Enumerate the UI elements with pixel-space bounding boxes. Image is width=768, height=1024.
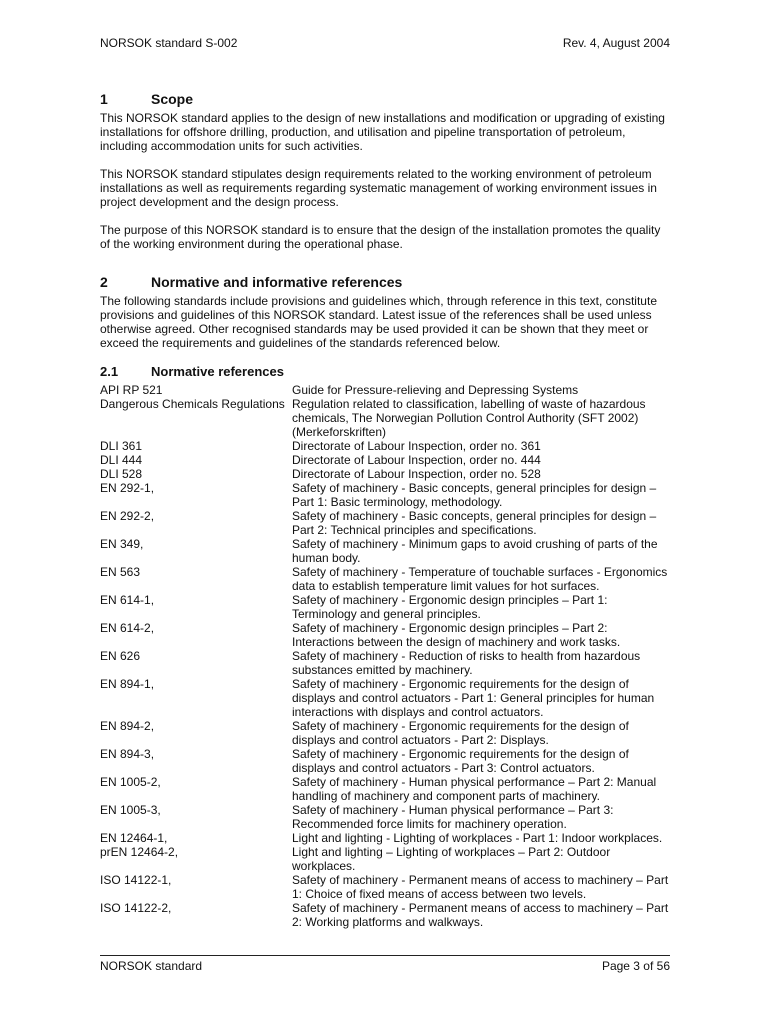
section-2-heading: [100, 275, 670, 293]
reference-row: [100, 439, 670, 453]
reference-code: EN 894-2,: [100, 719, 155, 733]
reference-description: Safety of machinery - Basic concepts, general principles for design – Part 2: Technical principles and specifications.: [292, 509, 657, 537]
reference-description: Safety of machinery - Basic concepts, general principles for design – Part 1: Basic terminology, methodology.: [292, 481, 657, 509]
reference-row: [100, 803, 670, 831]
reference-row: [100, 719, 670, 747]
reference-description: Directorate of Labour Inspection, order no. 528: [292, 467, 541, 481]
page-header: [100, 36, 670, 52]
reference-description: Safety of machinery - Ergonomic requirements for the design of displays and control actuators - Part 2: Displays.: [292, 719, 629, 747]
scope-paragraph-1: This NORSOK standard applies to the design of new installations and modification or upgrading of existing installations for offshore drilling, production, and utilisation and pipeline transportation of petroleum, including accommodation units for such activities.: [100, 111, 665, 153]
reference-code: EN 894-3,: [100, 747, 155, 761]
reference-description: Regulation related to classification, labelling of waste of hazardous chemicals, The Norwegian Pollution Control Authority (SFT 2002) (Merkeforskriften): [292, 397, 646, 439]
footer-divider: [100, 955, 670, 956]
reference-row: [100, 397, 670, 439]
reference-code: ISO 14122-1,: [100, 873, 172, 887]
section-1-number: 1: [100, 91, 108, 107]
reference-row: [100, 747, 670, 775]
section-2-1-heading: [100, 365, 670, 381]
references-intro-paragraph: The following standards include provisions and guidelines which, through reference in this text, constitute provisions and guidelines of this NORSOK standard. Latest issue of the references shall be used unless otherwise agreed. Other recognised standards may be used provided it can be shown that they meet or exceed the requirements and guidelines of the standards referenced below.: [100, 294, 657, 350]
page-footer: [100, 959, 670, 975]
scope-paragraph-3: The purpose of this NORSOK standard is to ensure that the design of the installation promotes the quality of the working environment during the operational phase.: [100, 223, 661, 251]
reference-description: Safety of machinery - Permanent means of access to machinery – Part 2: Working platforms and walkways.: [292, 901, 669, 929]
reference-description: Safety of machinery - Ergonomic design principles – Part 1: Terminology and general principles.: [292, 593, 608, 621]
reference-description: Safety of machinery - Ergonomic requirements for the design of displays and control actuators - Part 1: General principles for human interactions with displays and control actuators.: [292, 677, 655, 719]
reference-code: EN 1005-3,: [100, 803, 161, 817]
header-document-title: NORSOK standard S-002: [100, 36, 238, 50]
section-1-paragraph: [100, 167, 670, 209]
reference-row: [100, 565, 670, 593]
scope-paragraph-2: This NORSOK standard stipulates design requirements related to the working environment of petroleum installations as well as requirements regarding systematic management of working environment issues in project development and the design process.: [100, 167, 657, 209]
reference-code: EN 1005-2,: [100, 775, 161, 789]
section-1-title: Scope: [151, 91, 194, 107]
reference-row: [100, 873, 670, 901]
footer-document-name: NORSOK standard: [100, 959, 203, 973]
reference-description: Safety of machinery - Permanent means of access to machinery – Part 1: Choice of fixed means of access between two levels.: [292, 873, 669, 901]
section-1-paragraph: [100, 111, 670, 153]
reference-description: Guide for Pressure-relieving and Depressing Systems: [292, 383, 579, 397]
reference-code: API RP 521: [100, 383, 163, 397]
reference-row: [100, 537, 670, 565]
reference-description: Light and lighting – Lighting of workplaces – Part 2: Outdoor workplaces.: [292, 845, 611, 873]
section-2-number: 2: [100, 274, 108, 290]
section-2-title: Normative and informative references: [151, 274, 403, 290]
reference-row: [100, 621, 670, 649]
reference-code: DLI 528: [100, 467, 143, 481]
reference-description: Safety of machinery - Minimum gaps to avoid crushing of parts of the human body.: [292, 537, 658, 565]
reference-code: EN 614-2,: [100, 621, 155, 635]
reference-row: [100, 901, 670, 929]
reference-row: [100, 649, 670, 677]
reference-row: [100, 509, 670, 537]
section-1-heading: [100, 92, 670, 110]
reference-code: DLI 444: [100, 453, 143, 467]
reference-description: Safety of machinery - Temperature of touchable surfaces - Ergonomics data to establish temperature limit values for hot surfaces.: [292, 565, 668, 593]
reference-code: EN 349,: [100, 537, 144, 551]
reference-description: Safety of machinery - Human physical performance – Part 2: Manual handling of machinery and component parts of machinery.: [292, 775, 657, 803]
reference-row: [100, 467, 670, 481]
reference-row: [100, 593, 670, 621]
reference-code: EN 563: [100, 565, 141, 579]
normative-references-list: [100, 383, 670, 929]
reference-description: Light and lighting - Lighting of workplaces - Part 1: Indoor workplaces.: [292, 831, 663, 845]
reference-code: prEN 12464-2,: [100, 845, 179, 859]
reference-code: EN 614-1,: [100, 593, 155, 607]
reference-code: EN 626: [100, 649, 141, 663]
reference-code: EN 292-2,: [100, 509, 155, 523]
reference-description: Safety of machinery - Reduction of risks to health from hazardous substances emitted by machinery.: [292, 649, 641, 677]
reference-row: [100, 453, 670, 467]
reference-description: Safety of machinery - Ergonomic design principles – Part 2: Interactions between the design of machinery and work tasks.: [292, 621, 621, 649]
footer-page-number: Page 3 of 56: [601, 959, 670, 973]
reference-code: EN 292-1,: [100, 481, 155, 495]
reference-row: [100, 845, 670, 873]
reference-row: [100, 775, 670, 803]
reference-description: Safety of machinery - Ergonomic requirements for the design of displays and control actuators - Part 3: Control actuators.: [292, 747, 629, 775]
section-1-paragraph: [100, 223, 670, 251]
reference-row: [100, 677, 670, 719]
reference-description: Directorate of Labour Inspection, order no. 361: [292, 439, 541, 453]
section-2-1-title: Normative references: [151, 364, 284, 379]
reference-code: ISO 14122-2,: [100, 901, 172, 915]
reference-code: DLI 361: [100, 439, 143, 453]
header-revision: Rev. 4, August 2004: [562, 36, 670, 50]
reference-description: Directorate of Labour Inspection, order no. 444: [292, 453, 541, 467]
reference-row: [100, 383, 670, 397]
section-2-paragraph: [100, 294, 670, 350]
reference-row: [100, 831, 670, 845]
reference-description: Safety of machinery - Human physical performance – Part 3: Recommended force limits for machinery operation.: [292, 803, 614, 831]
reference-row: [100, 481, 670, 509]
reference-code: EN 894-1,: [100, 677, 155, 691]
reference-code: Dangerous Chemicals Regulations: [100, 397, 285, 411]
reference-code: EN 12464-1,: [100, 831, 168, 845]
section-2-1-number: 2.1: [100, 364, 119, 379]
